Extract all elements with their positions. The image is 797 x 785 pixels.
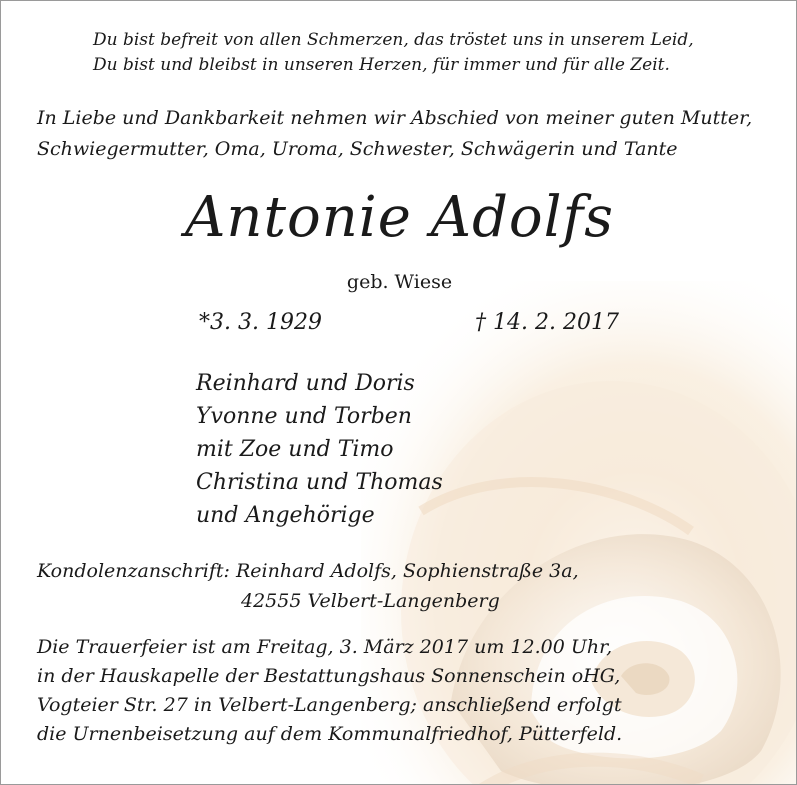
deceased-name: Antonie Adolfs [184,185,615,250]
farewell-intro [37,103,752,165]
mourner-line: Yvonne und Torben [196,404,412,429]
condolence-line-1: Kondolenzanschrift: Reinhard Adolfs, Sophienstraße 3a, [37,560,579,582]
mourner-line: Reinhard und Doris [196,371,415,396]
funeral-line-3: Vogteier Str. 27 in Velbert-Langenberg; anschließend erfolgt [37,694,622,716]
funeral-line-2: in der Hauskapelle der Bestattungshaus Sonnenschein oHG, [37,665,621,687]
condolence-line-2: 42555 Velbert-Langenberg [241,590,500,612]
death-date: † 14. 2. 2017 [475,310,619,335]
intro-line-1: In Liebe und Dankbarkeit nehmen wir Abschied von meiner guten Mutter, [37,107,753,129]
maiden-name: geb. Wiese [346,271,453,293]
funeral-info [37,633,622,749]
verse-line-2: Du bist und bleibst in unseren Herzen, für immer und für alle Zeit. [93,55,670,75]
condolence-address [37,556,579,616]
mourner-line: mit Zoe und Timo [196,437,394,462]
intro-line-2: Schwiegermutter, Oma, Uroma, Schwester, Schwägerin und Tante [37,138,678,160]
mourner-line: Christina und Thomas [196,470,443,495]
mourner-line: und Angehörige [196,503,375,528]
verse [93,28,694,78]
birth-date: *3. 3. 1929 [199,310,322,335]
funeral-line-4: die Urnenbeisetzung auf dem Kommunalfriedhof, Pütterfeld. [37,723,623,745]
mourners-list [196,367,443,532]
verse-line-1: Du bist befreit von allen Schmerzen, das tröstet uns in unserem Leid, [93,30,694,50]
funeral-line-1: Die Trauerfeier ist am Freitag, 3. März 2017 um 12.00 Uhr, [37,636,613,658]
